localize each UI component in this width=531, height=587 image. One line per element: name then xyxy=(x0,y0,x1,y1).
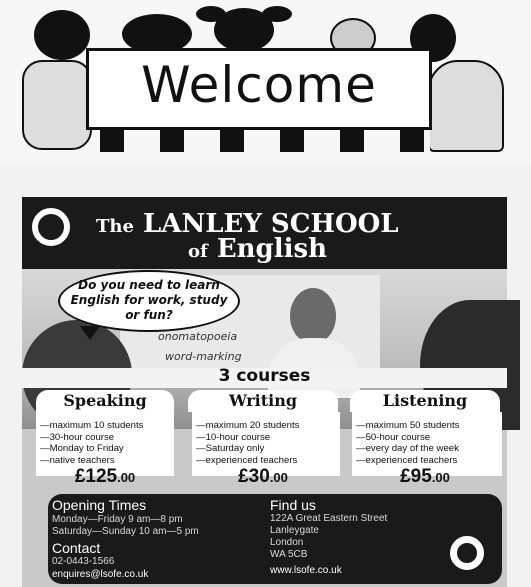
course-tab-speaking: Speaking xyxy=(36,390,174,412)
opening-times-heading: Opening Times xyxy=(52,497,147,513)
title-word-of: of xyxy=(188,241,208,262)
welcome-banner xyxy=(0,0,531,165)
title-school-name: LANLEY SCHOOL xyxy=(143,209,399,239)
contact-heading: Contact xyxy=(52,540,101,556)
course-feature: —50-hour course xyxy=(356,431,431,443)
course-feature: —30-hour course xyxy=(40,431,115,443)
ring-logo-icon xyxy=(32,208,70,246)
board-word: word-marking xyxy=(165,350,242,363)
course-feature: —maximum 20 students xyxy=(196,420,300,431)
cartoon-legs-icon xyxy=(100,130,430,152)
hours-weekend: Saturday—Sunday 10 am—5 pm xyxy=(52,526,199,537)
course-price-listening xyxy=(350,466,500,488)
courses-heading: 3 courses xyxy=(218,366,311,386)
course-feature: —maximum 10 students xyxy=(40,420,144,431)
price-main: £125 xyxy=(74,466,118,487)
course-feature: —maximum 50 students xyxy=(356,420,460,431)
cartoon-ear-icon xyxy=(262,6,292,22)
price-cents: .00 xyxy=(117,470,136,485)
email-link[interactable]: enquires@lsofe.co.uk xyxy=(52,569,149,580)
welcome-title: Welcome xyxy=(141,56,377,114)
ring-logo-icon xyxy=(450,536,484,570)
course-tab-writing: Writing xyxy=(188,390,338,412)
cartoon-ear-icon xyxy=(196,6,226,22)
cartoon-kid-body-icon xyxy=(428,60,504,152)
course-feature: —native teachers xyxy=(40,454,115,466)
find-us-heading: Find us xyxy=(270,497,316,513)
course-feature: —Saturday only xyxy=(196,443,265,454)
course-feature: —experienced teachers xyxy=(356,454,458,466)
course-feature: —experienced teachers xyxy=(196,454,298,466)
course-feature: —every day of the week xyxy=(356,443,459,454)
address-line: WA 5CB xyxy=(270,549,308,560)
address-line: 122A Great Eastern Street xyxy=(270,513,388,524)
course-feature: —Monday to Friday xyxy=(40,443,124,454)
price-cents: .00 xyxy=(431,470,450,485)
course-price-speaking xyxy=(30,466,180,488)
address-line: London xyxy=(270,537,304,548)
school-title-line-2 xyxy=(188,234,327,264)
speech-bubble-tail xyxy=(80,326,100,340)
course-tab-listening: Listening xyxy=(350,390,500,412)
address-line: Lanleygate xyxy=(270,525,319,536)
cartoon-kid-head-icon xyxy=(34,10,90,60)
course-feature: —10-hour course xyxy=(196,431,271,443)
cartoon-kid-body-icon xyxy=(22,60,92,150)
speech-bubble-text: Do you need to learn English for work, study or fun? xyxy=(70,278,228,322)
price-main: £95 xyxy=(400,466,432,487)
hours-weekday: Monday—Friday 9 am—8 pm xyxy=(52,514,183,525)
price-main: £30 xyxy=(238,466,270,487)
website-link[interactable]: www.lsofe.co.uk xyxy=(270,565,342,576)
course-price-writing xyxy=(188,466,338,488)
board-word: onomatopoeia xyxy=(158,330,238,343)
phone-number: 02-0443-1566 xyxy=(52,556,115,567)
teacher-head xyxy=(290,288,336,344)
price-cents: .00 xyxy=(269,470,288,485)
title-word-the: The xyxy=(96,216,134,237)
title-word-english: English xyxy=(216,234,328,264)
